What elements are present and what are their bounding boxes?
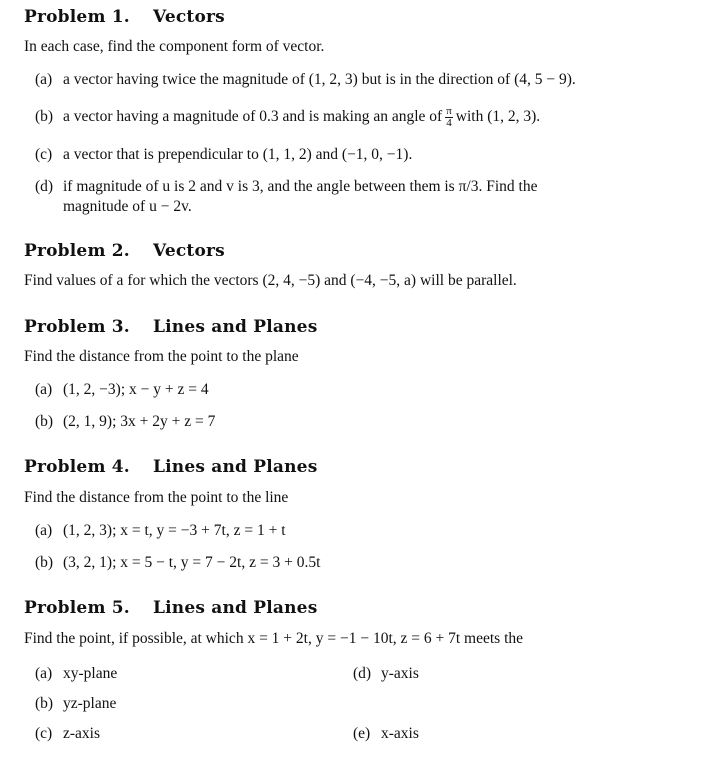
problem-number: Problem 2.	[24, 241, 130, 261]
problem-5-heading	[24, 598, 317, 618]
item-text: xy-plane	[63, 665, 118, 682]
problem-5-intro: Find the point, if possible, at which x = 1 + 2t, y = −1 − 10t, z = 6 + 7t meets the	[24, 630, 524, 647]
item-label: (b)	[35, 413, 54, 430]
problem-1-item-a	[35, 70, 576, 90]
item-label: (d)	[35, 178, 54, 195]
problem-1-item-b	[35, 106, 540, 129]
item-text: a vector that is prependicular to (1, 1, 2) and (−1, 0, −1).	[63, 146, 413, 163]
fraction-numerator: π	[446, 105, 452, 117]
item-label: (a)	[35, 381, 53, 398]
item-label: (c)	[35, 146, 53, 163]
item-text: yz-plane	[63, 695, 117, 712]
problem-2-heading	[24, 241, 225, 261]
item-text: z-axis	[63, 725, 101, 742]
problem-1-item-c	[35, 145, 412, 165]
item-text: (3, 2, 1); x = 5 − t, y = 7 − 2t, z = 3 + 0.5t	[63, 554, 321, 571]
fraction-denominator: 4	[446, 117, 452, 129]
problem-title: Vectors	[153, 241, 225, 261]
problem-title: Lines and Planes	[153, 457, 318, 477]
item-text: (1, 2, 3); x = t, y = −3 + 7t, z = 1 + t	[63, 522, 286, 539]
item-label: (e)	[353, 725, 371, 742]
item-label: (c)	[35, 725, 53, 742]
problem-5-item-e	[353, 724, 419, 744]
item-label: (a)	[35, 522, 53, 539]
problem-4-item-b	[35, 553, 320, 573]
item-label: (b)	[35, 695, 54, 712]
item-text: a vector having twice the magnitude of (1, 2, 3) but is in the direction of (4, 5 − 9).	[63, 71, 576, 88]
item-label: (a)	[35, 665, 53, 682]
problem-number: Problem 4.	[24, 457, 130, 477]
problem-4-item-a	[35, 521, 286, 541]
item-label: (b)	[35, 554, 54, 571]
problem-number: Problem 1.	[24, 7, 130, 27]
problem-2-intro: Find values of a for which the vectors (2, 4, −5) and (−4, −5, a) will be parallel.	[24, 272, 517, 289]
problem-title: Lines and Planes	[153, 598, 318, 618]
problem-3-heading	[24, 317, 317, 337]
item-label: (b)	[35, 108, 54, 126]
problem-1-heading	[24, 7, 225, 27]
problem-1-item-d-continuation: magnitude of u − 2v.	[63, 198, 192, 215]
problem-5-item-c	[35, 724, 100, 744]
problem-1-item-d	[35, 177, 537, 197]
item-text: (2, 1, 9); 3x + 2y + z = 7	[63, 413, 216, 430]
problem-3-item-b	[35, 412, 215, 432]
problem-title: Lines and Planes	[153, 317, 318, 337]
item-text-after: with (1, 2, 3).	[455, 108, 541, 126]
item-label: (a)	[35, 71, 53, 88]
problem-4-intro: Find the distance from the point to the line	[24, 489, 289, 506]
item-text: y-axis	[381, 665, 419, 682]
problem-number: Problem 3.	[24, 317, 130, 337]
problem-3-intro: Find the distance from the point to the plane	[24, 348, 299, 365]
fraction-pi-over-4	[445, 106, 453, 129]
item-label: (d)	[353, 665, 372, 682]
item-text: (1, 2, −3); x − y + z = 4	[63, 381, 209, 398]
item-text-before: a vector having a magnitude of 0.3 and is making an angle of	[63, 108, 443, 126]
problem-number: Problem 5.	[24, 598, 130, 618]
item-text: x-axis	[381, 725, 419, 742]
problem-4-heading	[24, 457, 317, 477]
problem-5-item-a	[35, 664, 117, 684]
problem-title: Vectors	[153, 7, 225, 27]
item-text: if magnitude of u is 2 and v is 3, and the angle between them is π/3. Find the	[63, 178, 538, 195]
problem-1-intro: In each case, find the component form of vector.	[24, 38, 325, 55]
problem-5-item-b	[35, 694, 116, 714]
problem-5-item-d	[353, 664, 419, 684]
problem-3-item-a	[35, 380, 209, 400]
